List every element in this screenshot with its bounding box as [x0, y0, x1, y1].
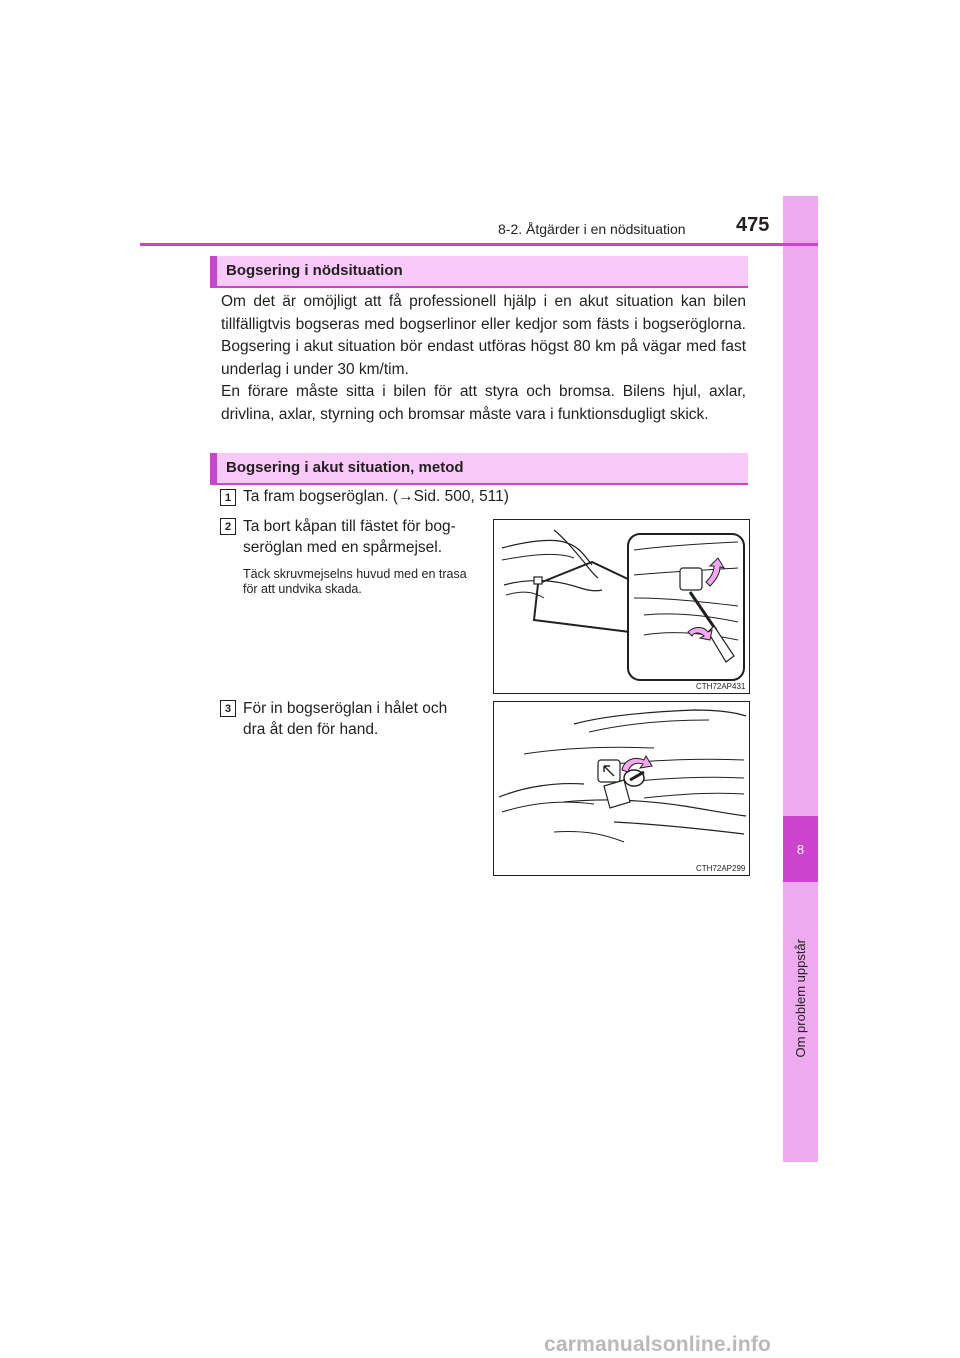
chapter-title [783, 888, 818, 1108]
illustration-remove-cover [493, 519, 750, 694]
illustration-insert-towing-eye-drawing [494, 702, 749, 875]
section-body-1 [221, 291, 746, 426]
step-3-badge: 3 [220, 700, 236, 717]
section-title-2: Bogsering i akut situation, metod [226, 459, 464, 476]
step-1-badge: 1 [220, 489, 236, 506]
step-3-line-1: För in bogseröglan i hålet och [243, 700, 448, 717]
section-heading-2 [210, 453, 748, 485]
paragraph-1: Om det är omöjligt att få professionell hjälp i en akut situation kan bilen tillfälligtvis bogseras med bogserlinor eller kedjor som fästs i bogseröglorna. Bogsering i akut situation bör endast utföras högst 80 km på vägar med fast underlag i under 30 km/tim. [221, 293, 746, 378]
page-number: 475 [736, 214, 770, 236]
header-divider [140, 243, 818, 246]
step-2-text [243, 516, 481, 558]
step-2-badge: 2 [220, 518, 236, 535]
chapter-title-text: Om problem uppstår [793, 938, 808, 1058]
heading-accent-bar [210, 453, 217, 483]
illustration-code-2: CTH72AP299 [696, 864, 746, 873]
step-1-text: Ta fram bogseröglan. (→Sid. 500, 511) [243, 488, 509, 505]
paragraph-2: En förare måste sitta i bilen för att styra och bromsa. Bilens hjul, axlar, drivlina, axlar, styrning och bromsar måste vara i funktionsdugligt skick. [221, 383, 746, 423]
step-3-line-2: dra åt den för hand. [243, 721, 379, 738]
section-path: 8-2. Åtgärder i en nödsituation [498, 221, 686, 237]
step-2-note: Täck skruvmejselns huvud med en trasa för att undvika skada. [243, 567, 467, 596]
illustration-code-1: CTH72AP431 [696, 682, 746, 691]
chapter-number: 8 [783, 816, 818, 882]
step-2-line-2: seröglan med en spårmejsel. [243, 539, 443, 556]
illustration-insert-towing-eye [493, 701, 750, 876]
step-3-text [243, 698, 481, 740]
illustration-remove-cover-drawing [494, 520, 749, 693]
step-2-line-1: Ta bort kåpan till fästet för bog- [243, 518, 456, 535]
heading-accent-bar [210, 256, 217, 286]
section-title-1: Bogsering i nödsituation [226, 262, 403, 279]
watermark: carmanualsonline.info [544, 1333, 772, 1356]
section-heading-1 [210, 256, 748, 288]
